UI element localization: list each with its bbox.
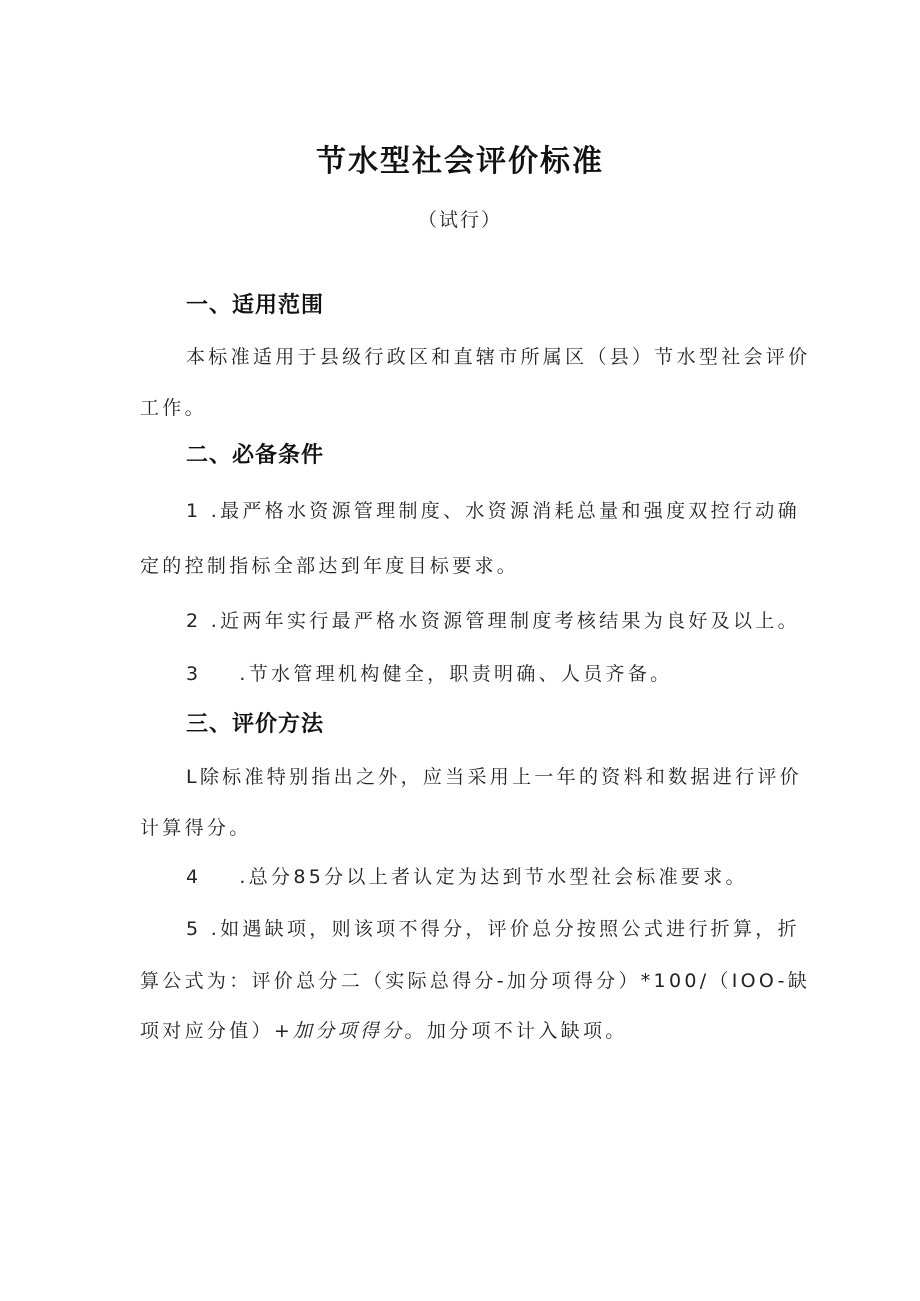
paragraph-scope-line-2: 工作。 (140, 397, 207, 419)
requirement-3 (186, 659, 672, 686)
method-5-line-2: 算公式为：评价总分二（实际总得分-加分项得分）*100/（IOO-缺 (140, 970, 811, 992)
method-4 (186, 862, 748, 889)
section-heading-requirements: 二、必备条件 (186, 443, 325, 468)
method-5-line-3 (140, 1016, 628, 1043)
requirement-3-text: .节水管理机构健全，职责明确、人员齐备。 (239, 663, 673, 685)
requirement-1-line-1: 1 .最严格水资源管理制度、水资源消耗总量和强度双控行动确 (186, 500, 800, 522)
method-1-line-2: 计算得分。 (140, 817, 252, 839)
method-5-line-3-part-c: 。加分项不计入缺项。 (404, 1020, 628, 1042)
document-title: 节水型社会评价标准 (316, 144, 604, 179)
method-5-line-3-part-a: 项对应分值） (140, 1020, 274, 1042)
method-5-line-1: 5 .如遇缺项，则该项不得分，评价总分按照公式进行折算，折 (186, 918, 800, 940)
document-subtitle: （试行） (417, 209, 502, 231)
requirement-2: 2 .近两年实行最严格水资源管理制度考核结果为良好及以上。 (186, 610, 800, 632)
section-heading-method: 三、评价方法 (186, 712, 325, 737)
section-heading-scope: 一、适用范围 (186, 293, 325, 318)
requirement-1-line-2: 定的控制指标全部达到年度目标要求。 (140, 555, 520, 577)
method-4-number: 4 (186, 866, 202, 888)
method-1-line-1: L除标准特别指出之外，应当采用上一年的资料和数据进行评价 (186, 766, 802, 788)
paragraph-scope-line-1: 本标准适用于县级行政区和直辖市所属区（县）节水型社会评价 (186, 346, 811, 368)
method-4-text: .总分85分以上者认定为达到节水型社会标准要求。 (239, 866, 748, 888)
requirement-3-number: 3 (186, 663, 202, 685)
method-5-line-3-part-b: +加分项得分 (273, 1020, 405, 1042)
